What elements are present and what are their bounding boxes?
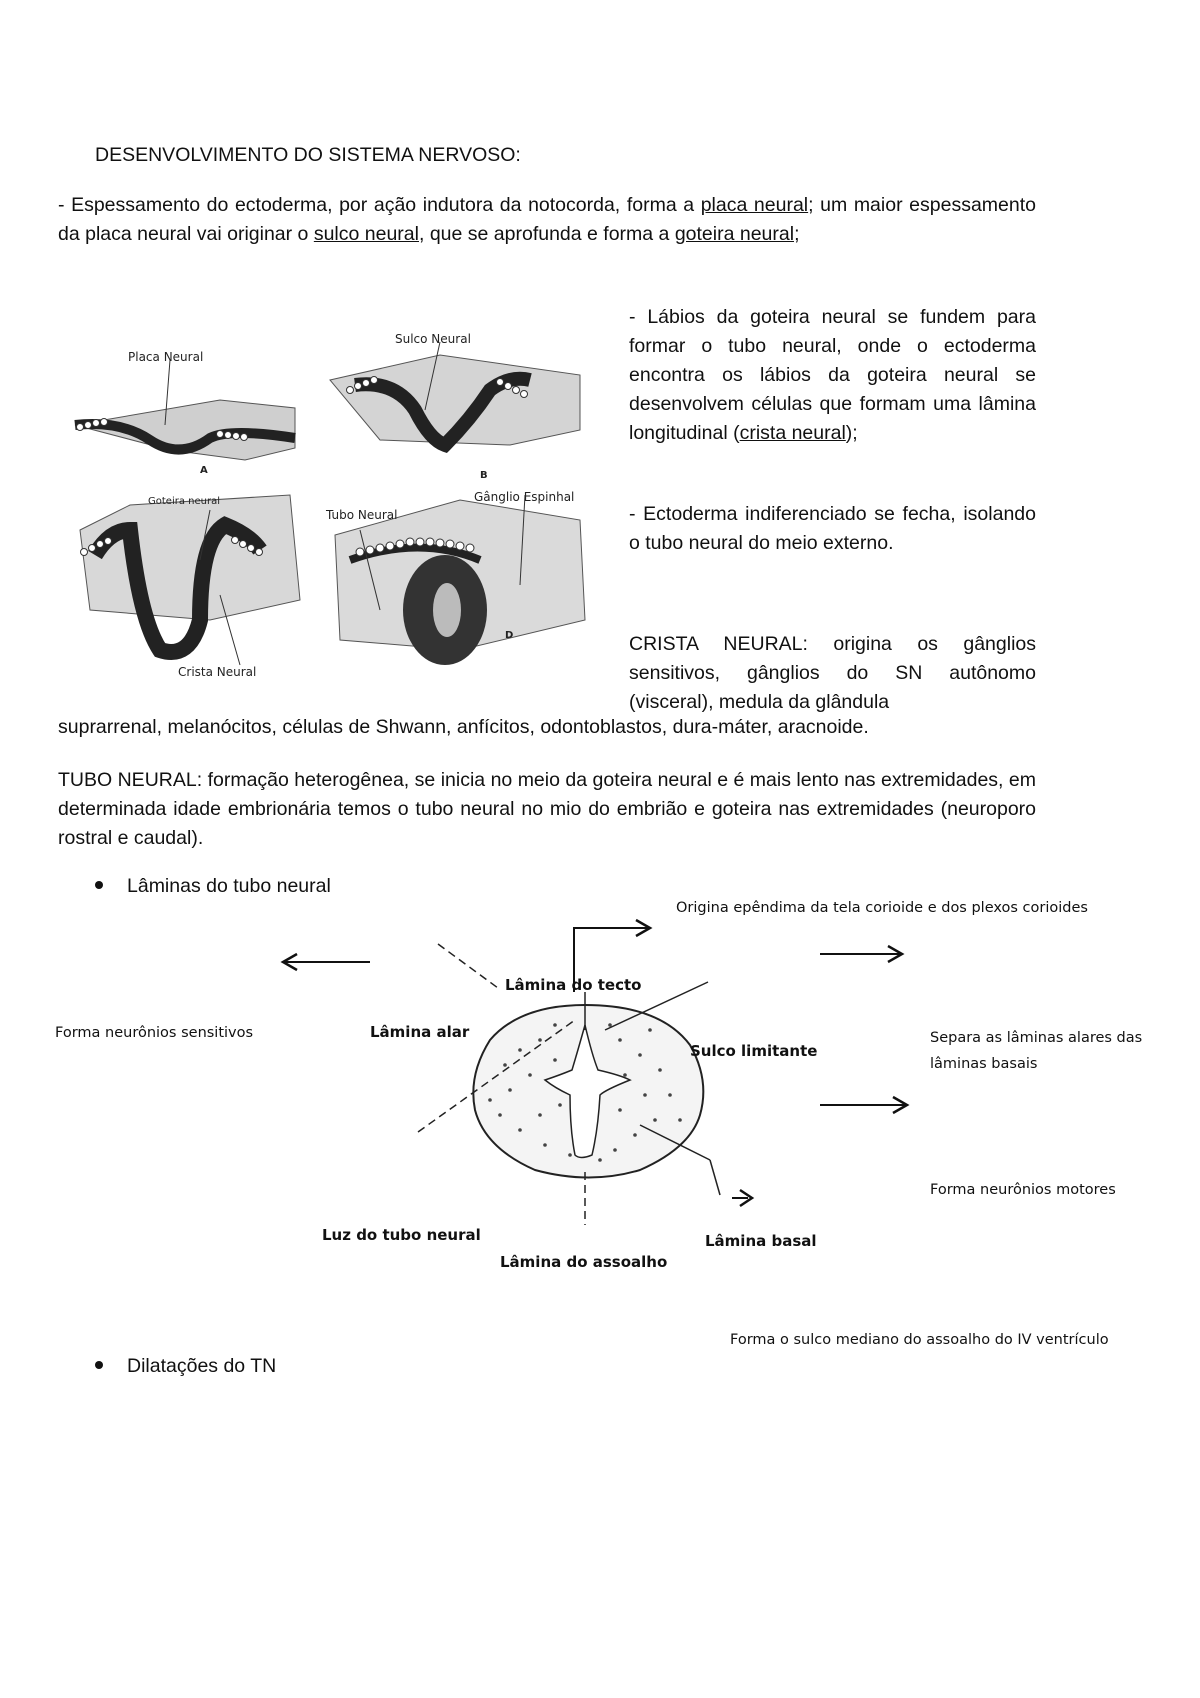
label-lamina-basal: Lâmina basal — [705, 1232, 817, 1250]
bullet-dilatacoes: Dilatações do TN — [95, 1355, 276, 1378]
paragraph-crista-line2: suprarrenal, melanócitos, células de Shwann, anfícitos, odontoblastos, dura-máter, aracnoide. — [58, 716, 869, 738]
note-separa-line1: Separa as lâminas alares das — [930, 1030, 1143, 1046]
label-placa-neural: Placa Neural — [128, 350, 204, 364]
neurulation-illustration — [60, 320, 600, 690]
bullet-laminas: Lâminas do tubo neural — [95, 875, 331, 898]
label-sulco-limitante: Sulco limitante — [690, 1042, 818, 1060]
neural-tube-diagram — [0, 880, 1200, 1280]
note-neuronios-sensitivos: Forma neurônios sensitivos — [55, 1025, 254, 1041]
label-stage-a: A — [200, 465, 208, 476]
note-ependima: Origina epêndima da tela corioide e dos plexos corioides — [676, 900, 1088, 916]
bullet-dot-icon — [95, 1361, 103, 1369]
label-lamina-assoalho: Lâmina do assoalho — [500, 1253, 668, 1271]
label-lamina-tecto: Lâmina do tecto — [505, 976, 642, 994]
label-tubo-neural: Tubo Neural — [326, 508, 398, 522]
note-sulco-mediano: Forma o sulco mediano do assoalho do IV ventrículo — [730, 1332, 1109, 1348]
neurulation-figure — [60, 320, 600, 690]
term-placa-neural: placa neural — [700, 194, 809, 216]
label-goteira-neural: Goteira neural — [148, 496, 220, 507]
paragraph-labios: - Lábios da goteira neural se fundem para formar o tubo neural, onde o ectoderma encontra os lábios da goteira neural se desenvolvem células que formam uma lâmina longitudinal (crista neural); — [629, 306, 1036, 444]
term-sulco-neural: sulco neural — [313, 223, 419, 245]
label-stage-b: B — [480, 470, 488, 481]
note-neuronios-motores: Forma neurônios motores — [930, 1182, 1116, 1198]
label-crista-neural: Crista Neural — [178, 665, 257, 679]
note-separa-line2: lâminas basais — [930, 1056, 1038, 1072]
label-sulco-neural: Sulco Neural — [395, 332, 471, 346]
paragraph-crista-line1: CRISTA NEURAL: origina os gânglios sensitivos, gânglios do SN autônomo (visceral), medula da glândula — [629, 633, 1036, 713]
label-stage-d: D — [505, 630, 514, 641]
page-title: DESENVOLVIMENTO DO SISTEMA NERVOSO: — [95, 144, 521, 166]
label-lamina-alar: Lâmina alar — [370, 1023, 470, 1041]
label-ganglio-espinhal: Gânglio Espinhal — [474, 490, 575, 504]
paragraph-ectoderma-indiferenciado: - Ectoderma indiferenciado se fecha, isolando o tubo neural do meio externo. — [629, 503, 1036, 554]
term-crista-neural: crista neural — [739, 422, 846, 444]
label-luz-tubo-neural: Luz do tubo neural — [322, 1226, 481, 1244]
paragraph-tubo-neural: TUBO NEURAL: formação heterogênea, se inicia no meio da goteira neural e é mais lento nas extremidades, em determinada idade embrionária temos o tubo neural no mio do embrião e goteira nas extremidades (neuroporo rostral e caudal). — [58, 769, 1036, 849]
term-goteira-neural: goteira neural; — [674, 223, 800, 245]
paragraph-ectoderm: - Espessamento do ectoderma, por ação indutora da notocorda, forma a placa neural; um maior espessamento da placa neural vai originar o sulco neural, que se aprofunda e forma a goteira neural; — [58, 194, 1036, 245]
